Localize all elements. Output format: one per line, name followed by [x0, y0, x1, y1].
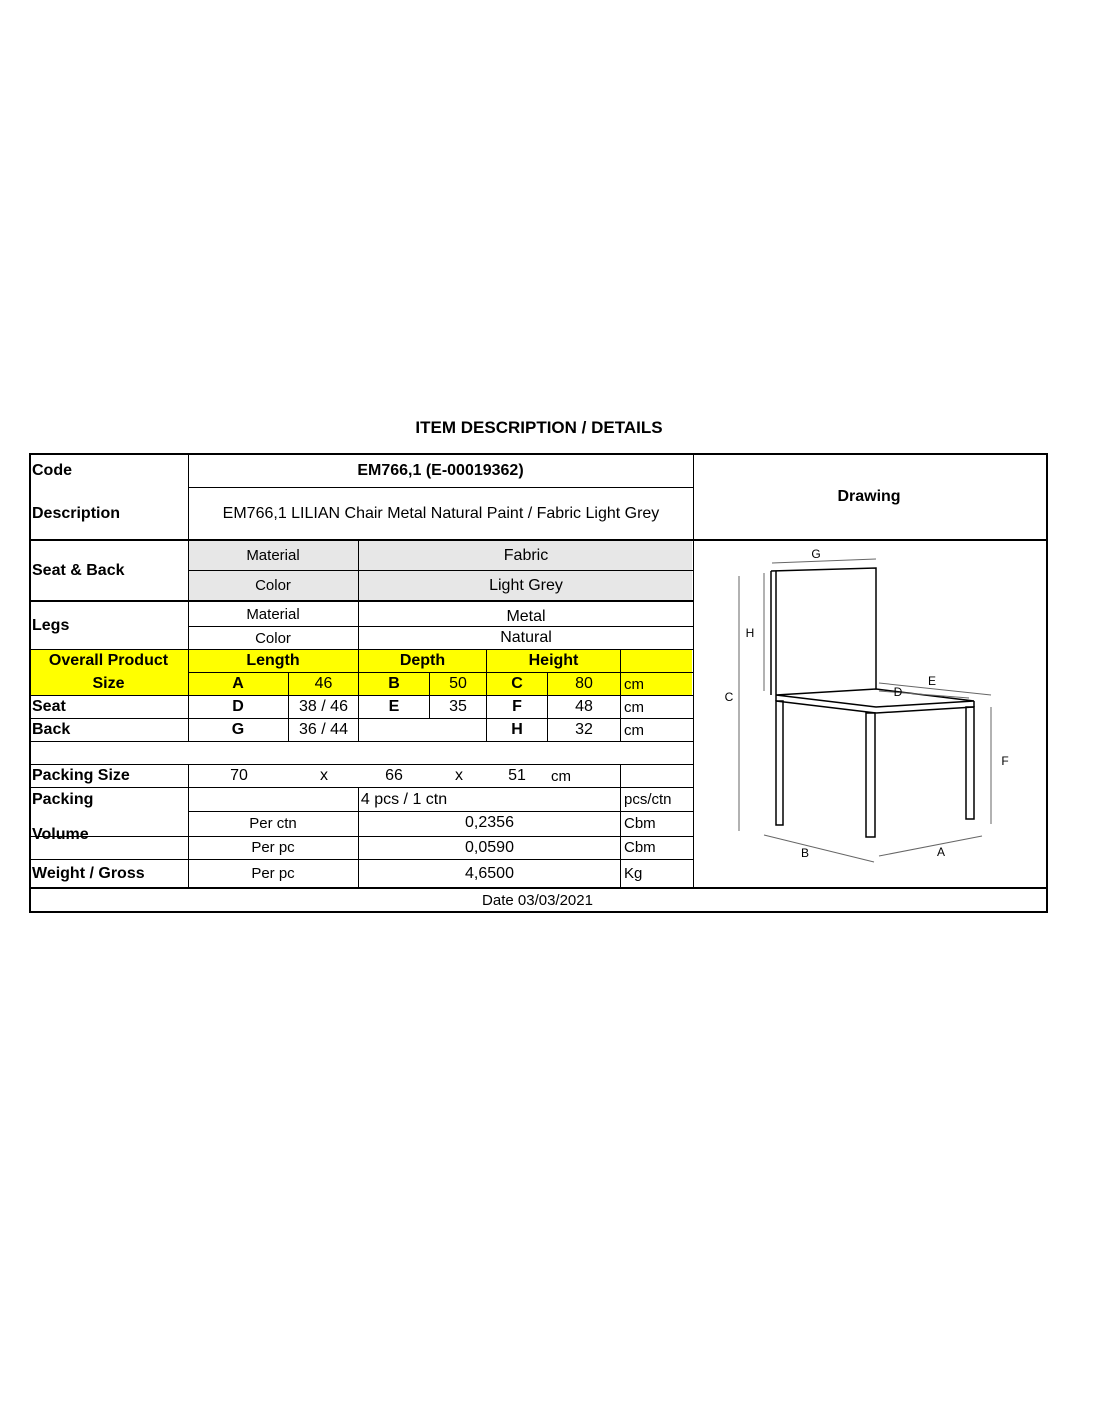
diagram-b-letter: B: [800, 846, 810, 860]
volume-per-ctn-label: Per ctn: [249, 814, 297, 832]
seat-e-value: 35: [449, 698, 467, 715]
seat-back-color-label: Color: [255, 577, 291, 594]
diagram-d-letter: D: [893, 685, 903, 699]
packing-size-unit: cm: [551, 767, 571, 785]
seat-f-letter: F: [512, 698, 522, 715]
weight-per-pc-label: Per pc: [251, 865, 295, 882]
diagram-c-letter: C: [724, 690, 734, 704]
volume-per-pc-unit: Cbm: [624, 839, 656, 856]
legs-color-label: Color: [255, 629, 291, 647]
packing-size-x1: x: [320, 767, 328, 784]
seat-d-value: 38 / 46: [299, 698, 348, 715]
volume-per-pc-label: Per pc: [251, 839, 295, 856]
description-label: Description: [32, 504, 121, 522]
seat-d-letter: D: [232, 698, 244, 715]
packing-size-width: 66: [385, 767, 403, 784]
depth-label: Depth: [399, 652, 446, 669]
legs-color: Natural: [500, 629, 552, 646]
code-label: Code: [32, 462, 72, 479]
seat-e-letter: E: [388, 698, 400, 715]
weight-label: Weight / Gross: [32, 864, 145, 882]
legs-material-label: Material: [246, 605, 300, 623]
weight-value: 4,6500: [465, 864, 514, 882]
overall-c-value: 80: [575, 675, 593, 692]
chair-drawing: [694, 541, 1044, 887]
drawing-label: Drawing: [837, 488, 901, 505]
legs-label: Legs: [32, 616, 70, 634]
back-label: Back: [32, 721, 71, 738]
description-value: EM766,1 LILIAN Chair Metal Natural Paint / Fabric Light Grey: [222, 504, 660, 522]
volume-per-ctn-unit: Cbm: [624, 814, 656, 832]
packing-size-x2: x: [455, 767, 463, 784]
length-label: Length: [246, 652, 300, 669]
volume-label: Volume: [32, 826, 89, 843]
overall-a-value: 46: [314, 675, 333, 692]
packing-label: Packing: [32, 790, 94, 808]
packing-size-label: Packing Size: [32, 767, 130, 784]
weight-unit: Kg: [624, 865, 643, 882]
legs-material: Metal: [506, 608, 546, 625]
seat-label: Seat: [32, 698, 66, 715]
packing-size-length: 70: [230, 767, 248, 784]
volume-per-pc: 0,0590: [465, 838, 514, 856]
seat-back-label: Seat & Back: [32, 561, 125, 579]
diagram-a-letter: A: [936, 845, 946, 859]
diagram-e-letter: E: [927, 674, 937, 688]
seat-f-value: 48: [575, 698, 593, 715]
overall-b-letter: B: [388, 675, 400, 692]
overall-label-line2: Size: [92, 675, 125, 692]
overall-label-line1: Overall Product: [48, 652, 169, 669]
seat-unit: cm: [624, 698, 644, 716]
seat-back-material: Fabric: [503, 546, 549, 564]
back-unit: cm: [624, 721, 644, 739]
height-label: Height: [528, 652, 579, 669]
overall-a-letter: A: [232, 675, 244, 692]
date: Date 03/03/2021: [482, 891, 593, 909]
overall-b-value: 50: [449, 675, 467, 692]
overall-c-letter: C: [511, 675, 523, 692]
back-g-value: 36 / 44: [299, 721, 348, 738]
seat-back-material-label: Material: [246, 547, 300, 564]
overall-unit: cm: [624, 675, 644, 693]
diagram-f-letter: F: [1001, 754, 1009, 768]
back-g-letter: G: [231, 721, 245, 738]
volume-per-ctn: 0,2356: [465, 814, 514, 831]
code-value: EM766,1 (E-00019362): [357, 462, 524, 479]
packing-size-height: 51: [508, 767, 526, 784]
back-h-letter: H: [511, 721, 523, 738]
diagram-g-letter: G: [811, 547, 821, 561]
document-title: ITEM DESCRIPTION / DETAILS: [415, 418, 663, 437]
packing-unit: pcs/ctn: [624, 791, 672, 808]
back-h-value: 32: [575, 721, 593, 738]
packing-value: 4 pcs / 1 ctn: [360, 790, 448, 808]
spec-sheet: [29, 453, 1048, 913]
diagram-h-letter: H: [745, 626, 755, 640]
seat-back-color: Light Grey: [489, 576, 563, 594]
